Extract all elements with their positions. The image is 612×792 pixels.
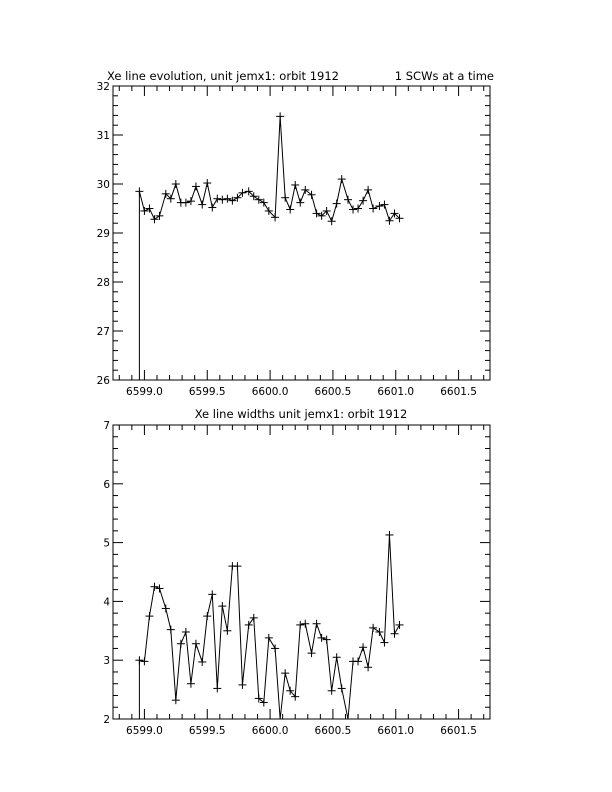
data-point [308,649,316,657]
y-axis-tick-labels [103,420,110,726]
data-point [223,195,231,203]
data-point [167,626,175,634]
data-point [155,212,163,220]
y-tick-label: 6 [103,478,110,491]
data-point [192,640,200,648]
data-point [375,628,383,636]
x-tick-label: 6599.0 [126,386,163,398]
x-axis-tick-labels [126,725,477,737]
data-point [281,194,289,202]
data-point [203,179,211,187]
data-point [187,680,195,688]
data-point [223,627,231,635]
data-point [208,204,216,212]
data-point [354,657,362,665]
data-point [301,620,309,628]
plot-frame [113,425,490,719]
data-point [276,112,284,120]
data-point [198,201,206,209]
energy-chart [97,69,494,398]
data-point [281,669,289,677]
data-point [203,612,211,620]
chart-note: 1 SCWs at a time [394,69,494,83]
data-point [198,658,206,666]
data-point [140,657,148,665]
chart-title: Xe line widths unit jemx1: orbit 1912 [194,407,408,421]
data-point [333,653,341,661]
data-point [349,205,357,213]
y-tick-label: 26 [96,375,110,387]
data-point [177,640,185,648]
y-tick-label: 5 [103,537,110,550]
data-point [233,562,241,570]
data-point [385,217,393,225]
data-point [208,590,216,598]
data-point [218,196,226,204]
axis-ticks [113,86,490,380]
data-point [369,624,377,632]
plot-frame [113,86,490,380]
x-tick-label: 6599.5 [188,725,226,737]
x-tick-label: 6601.0 [377,386,415,398]
data-point [291,181,299,189]
x-axis-tick-labels [126,386,477,398]
x-tick-label: 6601.5 [440,386,477,398]
data-point [218,602,226,610]
y-axis-tick-labels [97,81,111,387]
data-point [338,684,346,692]
data-point [213,195,221,203]
y-tick-label: 32 [96,81,110,93]
data-point [323,636,331,644]
x-tick-label: 6600.0 [251,725,289,737]
y-tick-label: 2 [103,714,110,726]
data-point [155,584,163,592]
width-chart [103,407,490,737]
data-point [390,630,398,638]
data-point [318,634,326,642]
x-tick-label: 6599.0 [126,725,163,737]
y-tick-label: 3 [103,655,110,668]
data-point [238,681,246,689]
x-tick-label: 6600.0 [251,386,289,398]
data-point [328,217,336,225]
data-point [182,199,190,207]
data-point [380,201,388,209]
data-point [354,205,362,213]
x-tick-label: 6600.5 [314,725,352,737]
data-point [333,200,341,208]
x-tick-label: 6601.5 [440,725,477,737]
chart-title: Xe line evolution, unit jemx1: orbit 1912 [107,69,339,83]
data-point [338,175,346,183]
data-point [162,604,170,612]
data-point [296,621,304,629]
series-line [139,535,399,719]
data-point [271,644,279,652]
data-point [192,182,200,190]
data-point [385,531,393,539]
series-line [139,116,399,221]
data-point [344,196,352,204]
data-point [145,612,153,620]
y-tick-label: 30 [96,179,110,191]
data-point [328,687,336,695]
data-point [172,180,180,188]
plot-area [135,112,403,380]
data-point [313,620,321,628]
data-point [296,199,304,207]
data-point [396,621,404,629]
data-point [380,639,388,647]
data-point [359,197,367,205]
data-point [172,696,180,704]
data-point [150,583,158,591]
data-point [187,197,195,205]
y-tick-label: 27 [96,326,110,338]
data-point [250,614,258,622]
plot-area [135,531,403,719]
y-tick-label: 4 [103,596,110,609]
data-point [182,628,190,636]
y-tick-label: 7 [103,420,110,432]
x-tick-label: 6600.5 [314,386,352,398]
y-tick-label: 28 [96,277,110,289]
data-point [245,621,253,629]
data-point [213,684,221,692]
axis-ticks [113,425,490,719]
y-tick-label: 31 [96,130,110,142]
data-point [364,186,372,194]
x-tick-label: 6601.0 [377,725,415,737]
data-point [359,643,367,651]
y-tick-label: 29 [96,228,110,240]
data-point [364,663,372,671]
data-point [265,634,273,642]
data-point [286,205,294,213]
x-tick-label: 6599.5 [188,386,226,398]
data-point [150,215,158,223]
data-point [135,187,143,195]
data-point [135,656,143,664]
